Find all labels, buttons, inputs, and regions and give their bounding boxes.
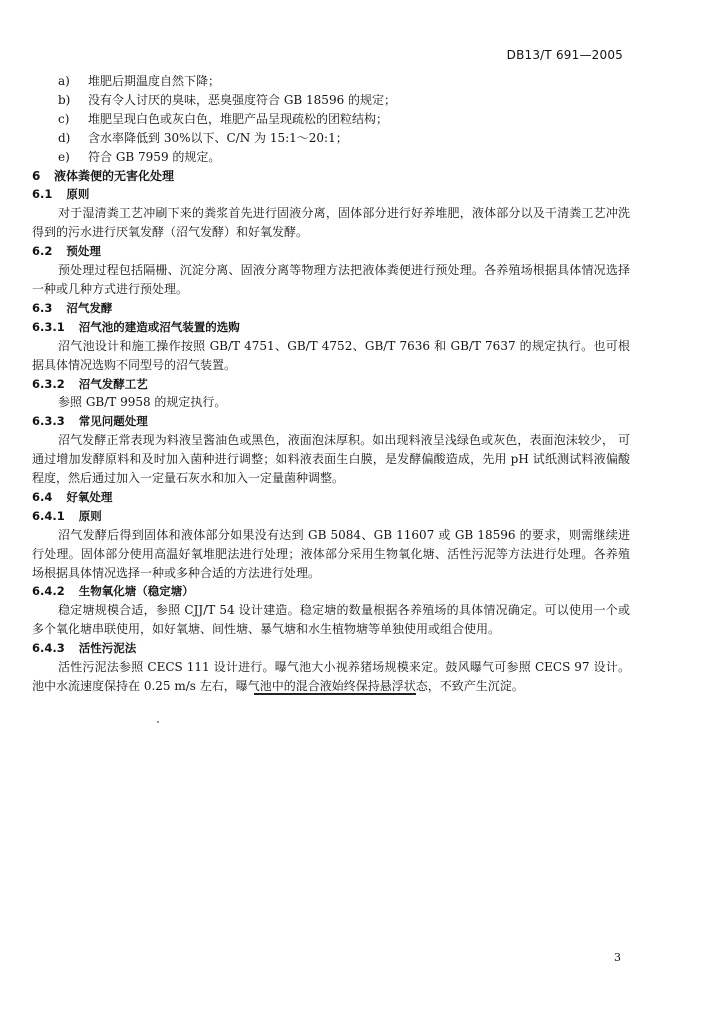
end-of-text-rule	[254, 693, 416, 695]
section-6-1-body: 对于湿清粪工艺冲刷下来的粪浆首先进行固液分离，固体部分进行好养堆肥，液体部分以及干清粪工艺冲洗得到的污水进行厌氧发酵（沼气发酵）和好氧发酵。	[32, 206, 630, 240]
list-item-label: c)	[58, 111, 70, 126]
page-number: 3	[614, 951, 621, 964]
section-6-4-3-heading	[32, 639, 630, 658]
list-item-label: a)	[58, 74, 70, 88]
section-number: 6.3.1	[32, 319, 65, 334]
section-title: 好氧处理	[66, 489, 113, 504]
section-number: 6.3.2	[32, 376, 65, 391]
section-number: 6.4.3	[32, 641, 65, 656]
section-number: 6.2	[32, 244, 53, 259]
section-6-heading	[32, 167, 630, 186]
section-6-3-1-body: 沼气池设计和施工操作按照 GB/T 4751、GB/T 4752、GB/T 7636 和 GB/T 7637 的规定执行。也可根据具体情况选购不同型号的沼气装置。	[32, 338, 630, 372]
document-body	[32, 72, 630, 696]
section-number: 6	[32, 168, 41, 183]
section-6-4-2-heading	[32, 582, 630, 601]
section-6-4-3-body: 活性污泥法参照 CECS 111 设计进行。曝气池大小视养猪场规模来定。鼓风曝气可参照 CECS 97 设计。池中水流速度保持在 0.25 m/s 左右，曝气池中的混合液始终保持悬浮状态，不致产生沉淀。	[32, 660, 630, 693]
document-id-header: DB13/T 691—2005	[506, 48, 623, 62]
section-6-1-heading	[32, 185, 630, 204]
section-title: 沼气发酵	[66, 300, 113, 315]
section-number: 6.1	[32, 187, 53, 202]
section-title: 预处理	[66, 244, 101, 259]
section-6-3-3-body: 沼气发酵正常表现为料液呈酱油色或黑色，液面泡沫厚积。如出现料液呈浅绿色或灰色，表面泡沫较少， 可通过增加发酵原料和及时加入菌种进行调整；如料液表面生白膜，是发酵偏酸造成，先用 pH 试纸测试料液偏酸程度，然后通过加入一定量石灰水和加入一定量菌种调整。	[32, 433, 630, 486]
section-6-4-1-heading	[32, 507, 630, 526]
section-number: 6.3.3	[32, 414, 65, 429]
list-item-text: 没有令人讨厌的臭味，恶臭强度符合 GB 18596 的规定；	[88, 92, 397, 107]
list-item-text: 堆肥呈现白色或灰白色，堆肥产品呈现疏松的团粒结构；	[88, 111, 389, 126]
section-number: 6.4	[32, 489, 53, 504]
section-6-3-2-heading	[32, 375, 630, 394]
list-item	[32, 91, 630, 110]
list-item	[32, 129, 630, 148]
section-6-3-1-heading	[32, 318, 630, 337]
list-item	[32, 110, 630, 129]
list-item-label: e)	[58, 149, 70, 164]
section-title: 活性污泥法	[78, 641, 137, 656]
section-title: 原则	[66, 187, 90, 202]
criteria-list	[32, 72, 630, 167]
list-item-text: 符合 GB 7959 的规定。	[88, 149, 221, 164]
list-item-text: 堆肥后期温度自然下降；	[88, 74, 221, 88]
list-item	[32, 148, 630, 167]
section-6-4-1-body: 沼气发酵后得到固体和液体部分如果没有达到 GB 5084、GB 11607 或 GB 18596 的要求，则需继续进行处理。固体部分使用高温好氧堆肥法进行处理；液体部分采用生物氧化塘、活性污泥等方法进行处理。各养殖场根据具体情况选择一种或多种合适的方法进行处理。	[32, 527, 630, 580]
section-title: 生物氧化塘（稳定塘）	[78, 584, 194, 599]
list-item	[32, 72, 630, 91]
section-6-3-2-body: 参照 GB/T 9958 的规定执行。	[58, 395, 227, 410]
section-title: 液体粪便的无害化处理	[54, 168, 175, 183]
section-6-4-2-body: 稳定塘规模合适，参照 CJJ/T 54 设计建造。稳定塘的数量根据各养殖场的具体情况确定。可以使用一个或多个氧化塘串联使用，如好氧塘、间性塘、暴气塘和水生植物塘等单独使用或组合使用。	[32, 603, 630, 637]
section-6-3-3-heading	[32, 412, 630, 431]
section-number: 6.4.2	[32, 584, 65, 599]
section-title: 原则	[78, 508, 102, 523]
section-title: 常见问题处理	[78, 414, 148, 429]
section-6-3-heading	[32, 299, 630, 318]
list-item-text: 含水率降低到 30%以下、C/N 为 15:1～20:1；	[88, 130, 348, 145]
section-6-4-heading	[32, 488, 630, 507]
list-item-label: b)	[58, 92, 71, 107]
section-6-2-heading	[32, 242, 630, 261]
section-title: 沼气发酵工艺	[78, 376, 148, 391]
list-item-label: d)	[58, 130, 71, 145]
section-6-2-body: 预处理过程包括隔栅、沉淀分离、固液分离等物理方法把液体粪便进行预处理。各养殖场根据具体情况选择一种或几种方式进行预处理。	[32, 263, 630, 296]
section-number: 6.3	[32, 300, 53, 315]
section-number: 6.4.1	[32, 508, 65, 523]
scan-speck	[157, 721, 159, 723]
section-title: 沼气池的建造或沼气装置的选购	[78, 319, 240, 334]
